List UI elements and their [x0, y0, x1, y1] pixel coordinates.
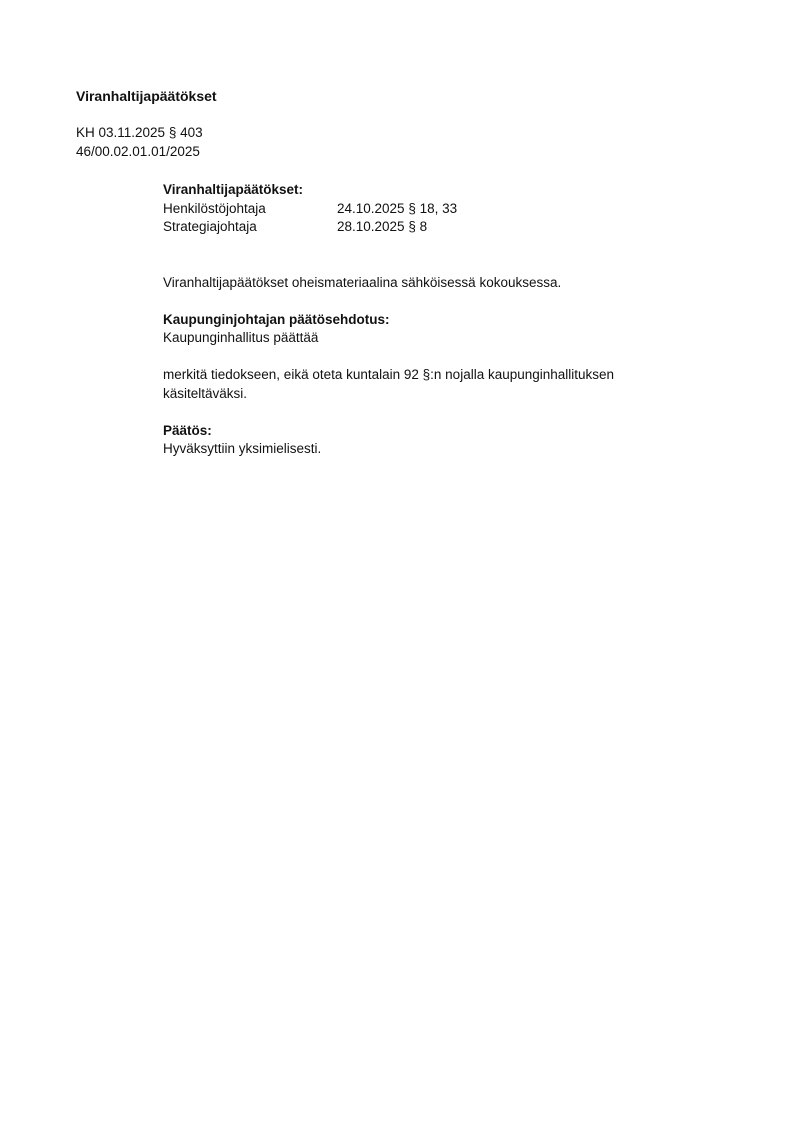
proposal-label: Kaupunginjohtajan päätösehdotus:: [163, 311, 390, 327]
decision-text: Hyväksyttiin yksimielisesti.: [163, 441, 322, 456]
decisions-section-label: Viranhaltijapäätökset:: [163, 182, 304, 197]
proposal-text: merkitä tiedokseen, eikä oteta kuntalain 92 §:n nojalla kaupunginhallituksen käsiteltäväksi.: [163, 367, 615, 401]
official-title: Henkilöstöjohtaja: [163, 200, 266, 216]
meeting-reference: KH 03.11.2025 § 403: [76, 125, 203, 140]
reference-block: [76, 124, 203, 161]
decision-row: [163, 218, 683, 237]
decision-row: [163, 200, 683, 219]
page-heading: Viranhaltijapäätökset: [76, 88, 217, 104]
decision-label: Päätös:: [163, 422, 212, 438]
attachment-note: Viranhaltijapäätökset oheismateriaalina sähköisessä kokouksessa.: [163, 274, 562, 290]
proposal-intro: Kaupunginhallitus päättää: [163, 330, 319, 345]
decision-body: [163, 181, 683, 459]
decision-reference: 24.10.2025 § 18, 33: [337, 200, 458, 216]
decision-reference: 28.10.2025 § 8: [337, 219, 428, 234]
case-number: 46/00.02.01.01/2025: [76, 143, 200, 159]
official-title: Strategiajohtaja: [163, 219, 257, 234]
